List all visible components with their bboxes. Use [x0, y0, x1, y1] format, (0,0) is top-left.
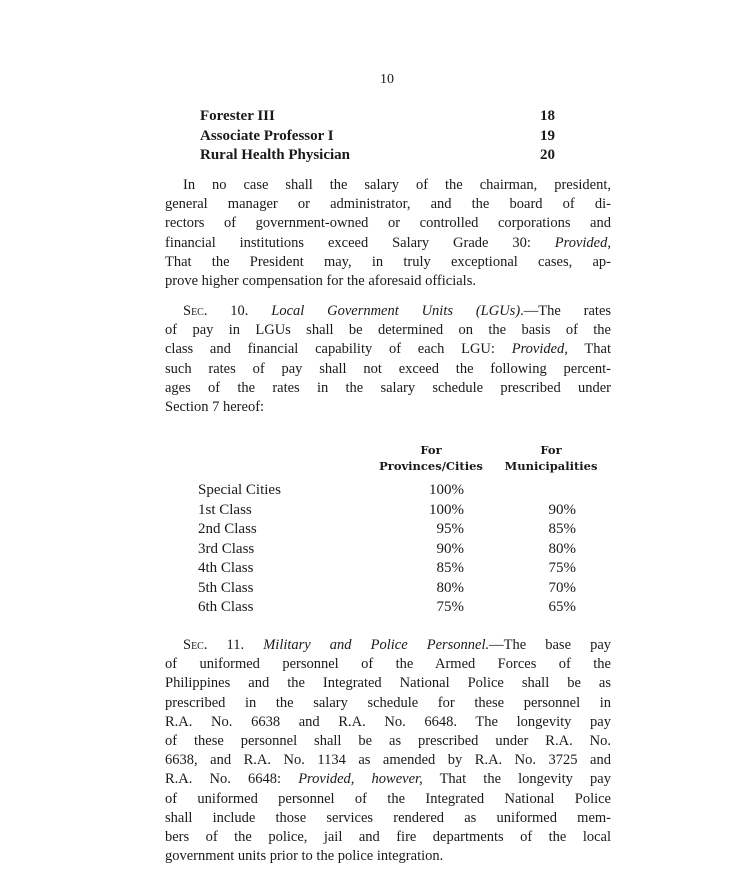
salary-grade: 19 [540, 127, 555, 144]
paragraph-line: such rates of pay shall not exceed the following percent- [165, 360, 611, 377]
position-row [200, 128, 570, 148]
table-row [198, 521, 588, 541]
paragraph-line: R.A. No. 6638 and R.A. No. 6648. The longevity pay [165, 713, 611, 730]
table-row [198, 560, 588, 580]
section-number: 11. [226, 637, 245, 653]
section-heading-line: Sec. 11. Military and Police Personnel.—The base pay [183, 637, 612, 653]
section-11-paragraph [165, 636, 611, 866]
municipalities-rate: 65% [548, 599, 576, 615]
section-title: Military and Police Personnel. [263, 637, 490, 653]
paragraph-line: financial institutions exceed Salary Grade 30: Provided, [165, 234, 611, 251]
municipalities-rate: 75% [548, 560, 576, 576]
paragraph-line: prescribed in the salary schedule for these personnel in [165, 694, 611, 711]
section-heading-line: Sec. 10. Local Government Units (LGUs).—The rates [183, 303, 612, 319]
paragraph-line: of uniformed personnel of the Armed Forces of the [165, 656, 611, 673]
paragraph-line: That the President may, in truly exceptional cases, ap- [165, 253, 611, 270]
paragraph-line: of pay in LGUs shall be determined on the basis of the [165, 322, 611, 339]
lgu-class: 6th Class [198, 599, 254, 615]
provided-clause: Provided, however, [298, 771, 423, 788]
lgu-class: 3rd Class [198, 540, 255, 557]
provinces-rate: 75% [436, 599, 464, 615]
lgu-class: 1st Class [198, 501, 252, 518]
section-label: Sec. [183, 637, 208, 653]
lgu-class: Special Cities [198, 482, 281, 498]
lgu-class: 5th Class [198, 579, 254, 596]
section-title-abbr: (LGUs) [475, 303, 521, 319]
chairman-salary-paragraph [165, 176, 611, 291]
paragraph-line: Section 7 hereof: [165, 399, 265, 416]
header-provinces-cities: For Provinces/Cities [379, 443, 483, 473]
lgu-class: 2nd Class [198, 521, 257, 537]
provinces-rate: 100% [429, 482, 464, 498]
salary-grade: 18 [540, 108, 555, 124]
provided-clause: Provided, [554, 234, 611, 251]
section-title: Local Government Units [271, 303, 454, 319]
paragraph-line: shall include those services rendered as uniformed mem- [165, 809, 611, 826]
section-label: Sec. [183, 303, 208, 319]
position-title: Associate Professor I [200, 127, 334, 144]
table-row [198, 541, 588, 561]
header-municipalities: For Municipalities [504, 443, 598, 473]
provinces-rate: 80% [436, 579, 464, 596]
paragraph-line: government units prior to the police integration. [165, 848, 444, 865]
municipalities-rate: 80% [548, 540, 576, 557]
municipalities-rate: 90% [548, 501, 576, 518]
paragraph-line: of these personnel shall be as prescribed under R.A. No. [165, 733, 611, 750]
paragraph-line: R.A. No. 6648: Provided, however, That the longevity pay [165, 771, 611, 788]
paragraph-line: class and financial capability of each LGU: Provided, That [165, 341, 611, 358]
table-row [198, 482, 588, 502]
paragraph-line: bers of the police, jail and fire departments of the local [165, 829, 611, 846]
provinces-rate: 95% [436, 521, 464, 537]
paragraph-line: 6638, and R.A. No. 1134 as amended by R.A. No. 3725 and [165, 752, 611, 769]
paragraph-line: of uniformed personnel of the Integrated National Police [165, 790, 611, 807]
table-row [198, 599, 588, 619]
provided-clause: Provided, [511, 341, 568, 358]
position-title: Rural Health Physician [200, 147, 351, 163]
paragraph-line: rectors of government-owned or controlled corporations and [165, 215, 611, 232]
section-number: 10. [230, 303, 249, 319]
page-number: 10 [380, 72, 394, 87]
paragraph-line: prove higher compensation for the aforesaid officials. [165, 273, 476, 290]
paragraph-line: ages of the rates in the salary schedule prescribed under [165, 379, 611, 396]
position-grade-list [200, 108, 570, 167]
municipalities-rate: 70% [548, 579, 576, 596]
provinces-rate: 85% [436, 560, 464, 576]
paragraph-line: In no case shall the salary of the chairman, president, [183, 177, 611, 193]
municipalities-rate: 85% [548, 521, 576, 537]
position-row [200, 147, 570, 167]
table-row [198, 580, 588, 600]
position-row [200, 108, 570, 128]
paragraph-line: Philippines and the Integrated National Police shall be as [165, 675, 611, 692]
paragraph-line: general manager or administrator, and the board of di- [165, 196, 611, 213]
provinces-rate: 90% [436, 540, 464, 557]
section-10-paragraph [165, 302, 611, 417]
salary-grade: 20 [540, 147, 555, 163]
table-row [198, 502, 588, 522]
lgu-class: 4th Class [198, 560, 254, 576]
provinces-rate: 100% [429, 501, 464, 518]
position-title: Forester III [200, 108, 275, 124]
lgu-rates-table [198, 482, 588, 619]
